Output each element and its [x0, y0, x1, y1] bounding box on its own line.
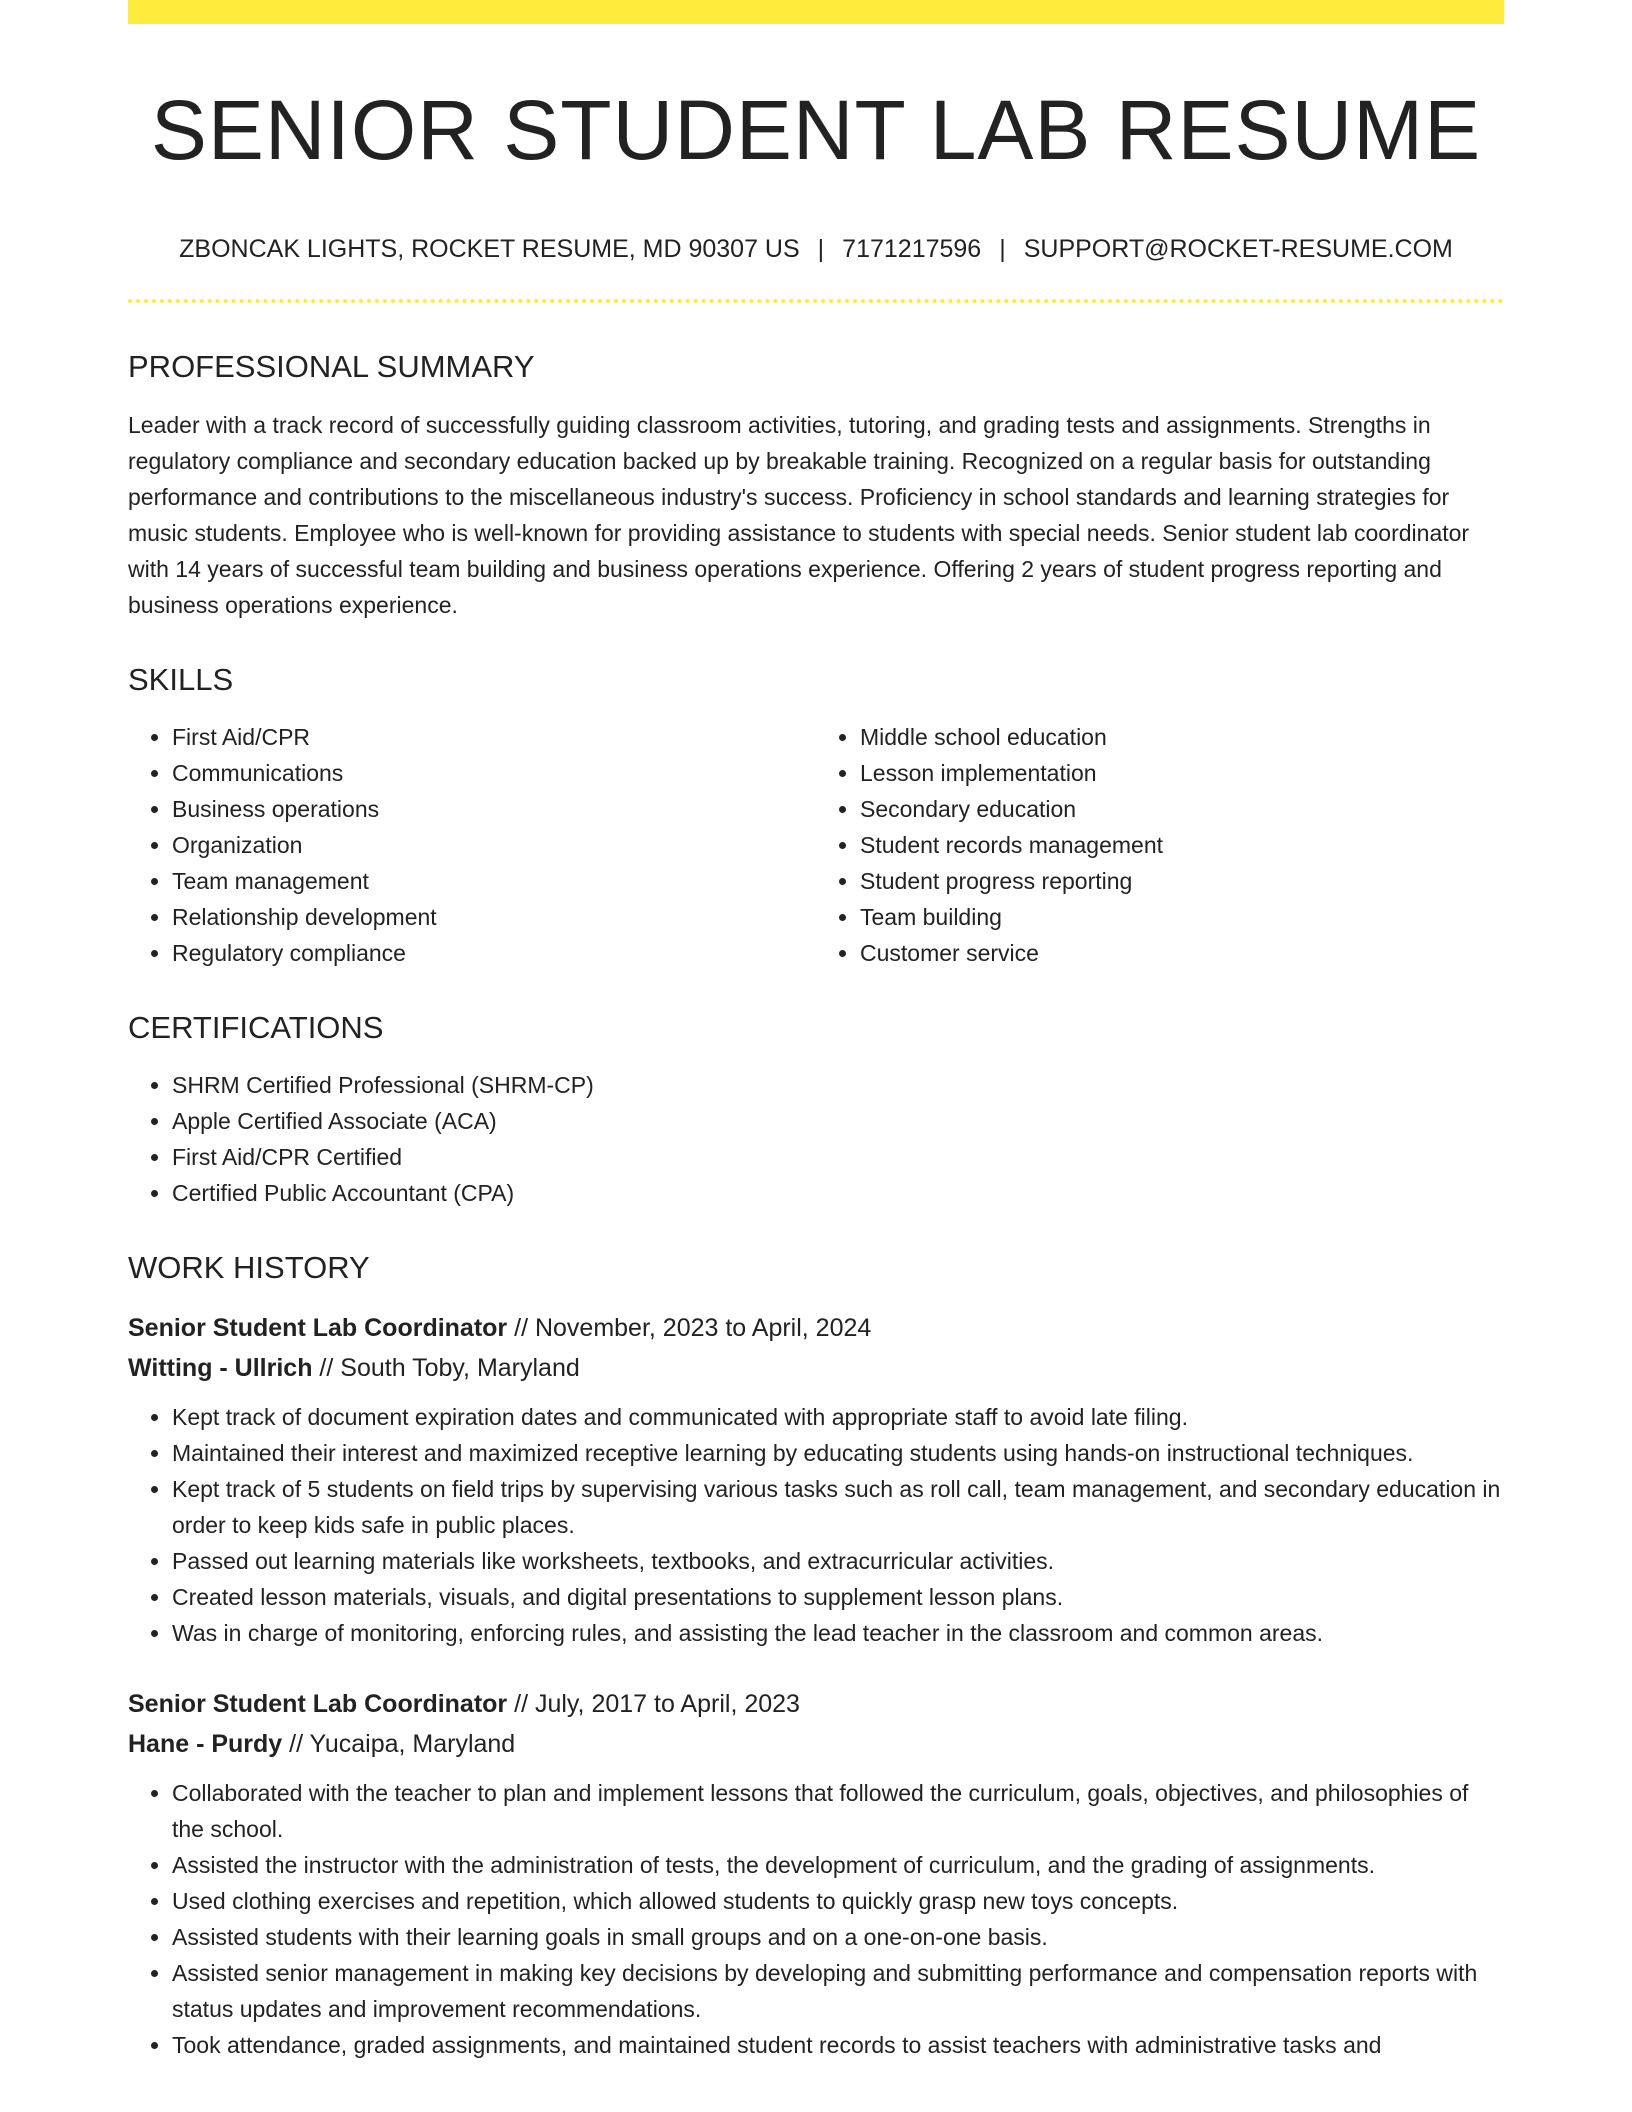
- job-bullets: [128, 1399, 1504, 1651]
- skill-item: • Middle school education: [860, 719, 1504, 755]
- skill-item: • Secondary education: [860, 791, 1504, 827]
- certification-item: • Apple Certified Associate (ACA): [172, 1103, 1504, 1139]
- skill-item: • Business operations: [172, 791, 816, 827]
- job-entry: [128, 1684, 1504, 2063]
- job-location: // South Toby, Maryland: [312, 1354, 580, 1383]
- skill-item: • Team building: [860, 899, 1504, 935]
- job-company: Hane - Purdy: [128, 1730, 283, 1759]
- contact-address: ZBONCAK LIGHTS, ROCKET RESUME, MD 90307 US: [179, 235, 800, 264]
- job-bullet: • Assisted the instructor with the administration of tests, the development of curriculum, and the grading of assignments.: [172, 1847, 1504, 1883]
- contact-phone: 7171217596: [842, 235, 982, 264]
- job-role-line: [128, 1684, 1504, 1724]
- skill-item: • Communications: [172, 755, 816, 791]
- skill-item: • Relationship development: [172, 899, 816, 935]
- job-bullet: • Kept track of 5 students on field trips by supervising various tasks such as roll call, team management, and secondary education in order to keep kids safe in public places.: [172, 1471, 1504, 1543]
- job-bullet: • Maintained their interest and maximized receptive learning by educating students using hands-on instructional techniques.: [172, 1435, 1504, 1471]
- job-bullet: • Kept track of document expiration dates and communicated with appropriate staff to avoid late filing.: [172, 1399, 1504, 1435]
- skill-item: • Organization: [172, 827, 816, 863]
- contact-email: SUPPORT@ROCKET-RESUME.COM: [1023, 235, 1453, 264]
- resume-page: [128, 0, 1504, 2063]
- job-company-line: [128, 1724, 1504, 1764]
- work-history-heading: WORK HISTORY: [128, 1249, 370, 1285]
- skills-columns: [128, 719, 1504, 971]
- certification-item: • First Aid/CPR Certified: [172, 1139, 1504, 1175]
- job-bullet: • Assisted senior management in making key decisions by developing and submitting performance and compensation reports with status updates and improvement recommendations.: [172, 1955, 1504, 2027]
- job-bullet: • Took attendance, graded assignments, and maintained student records to assist teachers with administrative tasks and: [172, 2027, 1504, 2063]
- certification-item: • Certified Public Accountant (CPA): [172, 1175, 1504, 1211]
- job-role: Senior Student Lab Coordinator: [128, 1314, 508, 1343]
- job-dates: // July, 2017 to April, 2023: [507, 1690, 800, 1719]
- skill-item: • Customer service: [860, 935, 1504, 971]
- job-company-line: [128, 1348, 1504, 1388]
- contact-separator: |: [817, 235, 825, 264]
- job-entry: [128, 1308, 1504, 1651]
- skill-item: • Student records management: [860, 827, 1504, 863]
- job-bullet: • Created lesson materials, visuals, and digital presentations to supplement lesson plans.: [172, 1579, 1504, 1615]
- skill-item: • Regulatory compliance: [172, 935, 816, 971]
- skill-item: • Lesson implementation: [860, 755, 1504, 791]
- job-location: // Yucaipa, Maryland: [282, 1730, 516, 1759]
- job-bullets: [128, 1775, 1504, 2063]
- job-company: Witting - Ullrich: [128, 1354, 313, 1383]
- job-bullet: • Passed out learning materials like worksheets, textbooks, and extracurricular activities.: [172, 1543, 1504, 1579]
- skills-list-right: [816, 719, 1504, 971]
- accent-bar: [128, 0, 1504, 24]
- job-dates: // November, 2023 to April, 2024: [507, 1314, 872, 1343]
- resume-title: SENIOR STUDENT LAB RESUME: [150, 83, 1482, 177]
- contact-separator: |: [999, 235, 1006, 264]
- skills-heading: SKILLS: [128, 661, 234, 697]
- summary-text: Leader with a track record of successfully guiding classroom activities, tutoring, and grading tests and assignments. Strengths in regulatory compliance and secondary education backed up by breakable training. Recognized on a regular basis for outstanding performance and contributions to the miscellaneous industry's success. Proficiency in school standards and learning strategies for music students. Employee who is well-known for providing assistance to students with special needs. Senior student lab coordinator with 14 years of successful team building and business operations experience. Offering 2 years of student progress reporting and business operations experience.: [128, 411, 1470, 618]
- skill-item: • Student progress reporting: [860, 863, 1504, 899]
- contact-line: [128, 234, 1504, 264]
- job-role-line: [128, 1308, 1504, 1348]
- summary-heading: PROFESSIONAL SUMMARY: [128, 349, 535, 385]
- certification-item: • SHRM Certified Professional (SHRM-CP): [172, 1067, 1504, 1103]
- job-bullet: • Collaborated with the teacher to plan and implement lessons that followed the curriculum, goals, objectives, and philosophies of the school.: [172, 1775, 1504, 1847]
- skill-item: • First Aid/CPR: [172, 719, 816, 755]
- skills-list-left: [128, 719, 816, 971]
- certifications-list: [128, 1067, 1504, 1211]
- dotted-divider: [128, 299, 1504, 303]
- job-bullet: • Was in charge of monitoring, enforcing rules, and assisting the lead teacher in the classroom and common areas.: [172, 1615, 1504, 1651]
- skill-item: • Team management: [172, 863, 816, 899]
- job-bullet: • Used clothing exercises and repetition, which allowed students to quickly grasp new toys concepts.: [172, 1883, 1504, 1919]
- certifications-heading: CERTIFICATIONS: [128, 1009, 384, 1045]
- job-role: Senior Student Lab Coordinator: [128, 1690, 508, 1719]
- job-bullet: • Assisted students with their learning goals in small groups and on a one-on-one basis.: [172, 1919, 1504, 1955]
